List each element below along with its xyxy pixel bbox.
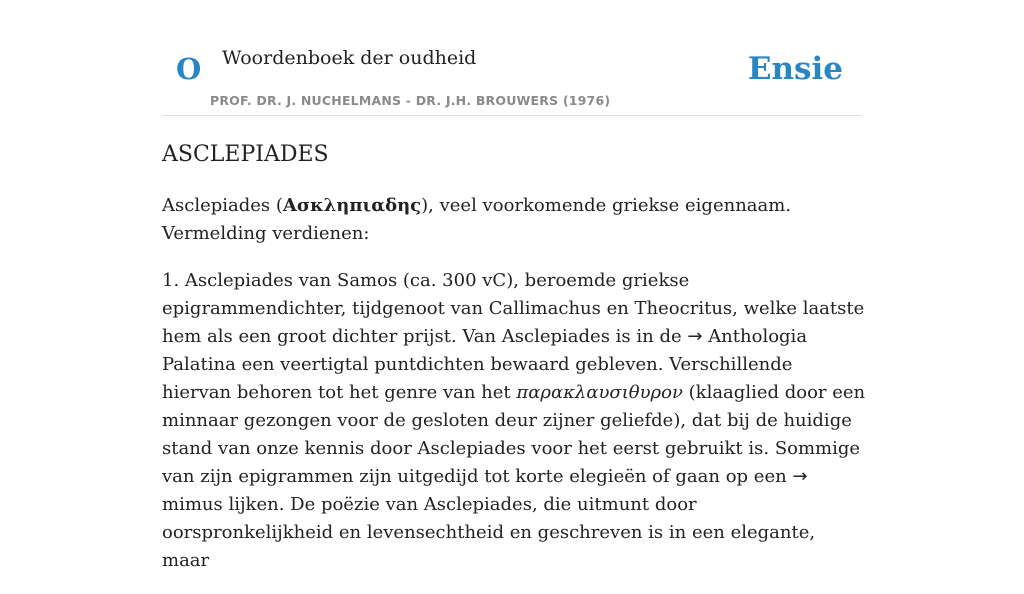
arrow-right-icon: → bbox=[792, 466, 808, 487]
item-paragraph-1 bbox=[162, 267, 866, 575]
brand-logo[interactable]: Ensie bbox=[747, 51, 843, 87]
intro-text-1: Asclepiades ( bbox=[162, 195, 283, 216]
item1-text-2: een veertigtal puntdichten bewaard gebleven. Verschillende hiervan behoren tot het genre van het bbox=[162, 354, 793, 403]
header bbox=[162, 0, 862, 116]
item1-text-1: 1. Asclepiades van Samos (ca. 300 vC), beroemde griekse epigrammendichter, tijdgenoot van Callimachus en Theocritus, welke laatste hem als een groot dichter prijst. Van Asclepiades is in de bbox=[162, 270, 865, 347]
arrow-right-icon: → bbox=[687, 326, 703, 347]
xref-label: mimus bbox=[162, 494, 223, 515]
item1-text-3: (klaaglied door een minnaar gezongen voor de gesloten deur zijner geliefde), dat bij de huidige stand van onze kennis door Asclepiades voor het eerst gebruikt is. Sommige van zijn epigrammen zijn uitgedijd tot korte elegieën of gaan op een bbox=[162, 382, 866, 487]
greek-name: Ασκληπιαδης bbox=[282, 195, 422, 216]
greek-term: παρακλαυσιθυρον bbox=[516, 382, 683, 403]
intro-paragraph bbox=[162, 192, 866, 248]
item1-text-4: lijken. De poëzie van Asclepiades, die uitmunt door oorspronkelijkheid en levensechtheid en geschreven is in een elegante, maar bbox=[162, 494, 816, 571]
xref-label: Anthologia Palatina bbox=[162, 326, 808, 375]
book-title[interactable]: Woordenboek der oudheid bbox=[222, 47, 477, 69]
book-authors: PROF. DR. J. NUCHELMANS - DR. J.H. BROUWERS (1976) bbox=[210, 93, 611, 108]
entry-title: ASCLEPIADES bbox=[162, 142, 329, 167]
intro-text-2: ), veel voorkomende griekse eigennaam. Vermelding verdienen: bbox=[162, 195, 792, 244]
letter-index[interactable]: O bbox=[176, 52, 202, 86]
entry-content bbox=[162, 192, 866, 594]
